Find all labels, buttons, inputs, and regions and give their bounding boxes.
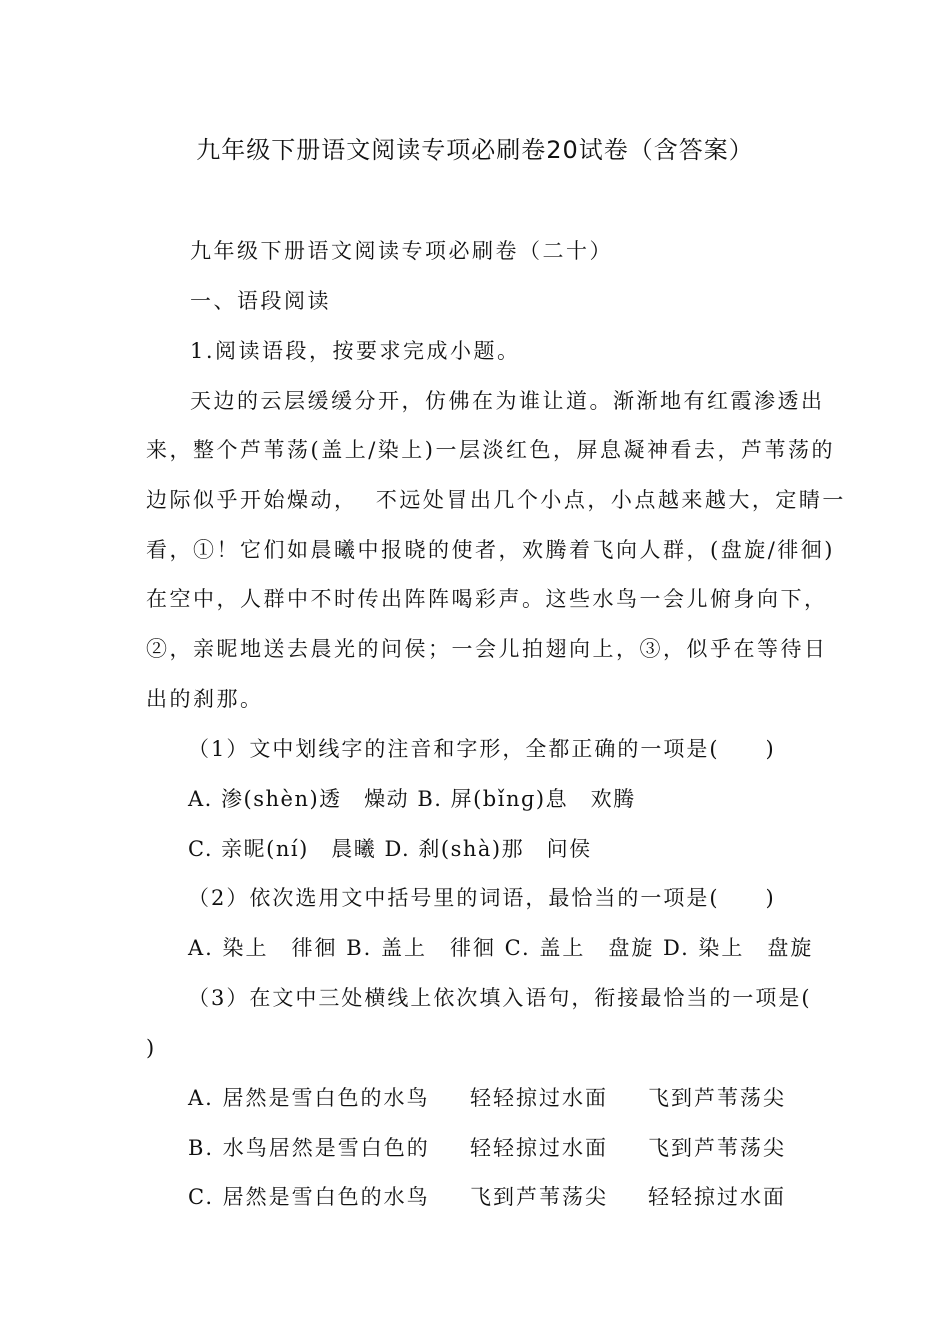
q3-option-c-second: 飞到芦苇荡尖 xyxy=(470,1185,608,1209)
q2-options: A. 染上 徘徊 B. 盖上 徘徊 C. 盖上 盘旋 D. 染上 盘旋 xyxy=(188,936,814,960)
q3-option-a-label: A. 居然是雪白色的水鸟 xyxy=(188,1086,430,1110)
q1-options-cd: C. 亲昵(ní) 晨曦 D. 刹(shà)那 问侯 xyxy=(188,837,592,861)
q1-stem: （1）文中划线字的注音和字形，全都正确的一项是( ) xyxy=(188,737,776,761)
q1-options-ab: A. 渗(shèn)透 燥动 B. 屏(bǐnɡ)息 欢腾 xyxy=(188,787,636,811)
exam-subtitle: 九年级下册语文阅读专项必刷卷（二十） xyxy=(190,239,613,263)
section-heading: 一、语段阅读 xyxy=(190,289,331,313)
q3-stem-continuation: ) xyxy=(146,1036,157,1060)
q3-option-c-label: C. 居然是雪白色的水鸟 xyxy=(188,1185,430,1209)
passage-line: 看，①！它们如晨曦中报晓的使者，欢腾着飞向人群，(盘旋/徘徊) xyxy=(146,538,835,562)
q3-option-b-third: 飞到芦苇荡尖 xyxy=(648,1136,786,1160)
passage-line: 出的刹那。 xyxy=(146,687,264,711)
passage-line: ②，亲昵地送去晨光的问侯；一会儿拍翅向上，③，似乎在等待日 xyxy=(146,637,828,661)
q3-option-a-third: 飞到芦苇荡尖 xyxy=(648,1086,786,1110)
q3-option-c-third: 轻轻掠过水面 xyxy=(648,1185,786,1209)
q3-stem: （3）在文中三处横线上依次填入语句，衔接最恰当的一项是( xyxy=(188,986,812,1010)
question-intro: 1.阅读语段，按要求完成小题。 xyxy=(190,339,521,363)
document-title: 九年级下册语文阅读专项必刷卷20试卷（含答案） xyxy=(196,136,754,164)
passage-line: 边际似乎开始燥动， 不远处冒出几个小点，小点越来越大，定睛一 xyxy=(146,488,846,512)
passage-line: 来，整个芦苇荡(盖上/染上)一层淡红色，屏息凝神看去，芦苇荡的 xyxy=(146,438,835,462)
q3-option-a-second: 轻轻掠过水面 xyxy=(470,1086,608,1110)
q2-stem: （2）依次选用文中括号里的词语，最恰当的一项是( ) xyxy=(188,886,776,910)
q3-option-b-label: B. 水鸟居然是雪白色的 xyxy=(188,1136,430,1160)
q3-option-c xyxy=(188,1182,786,1302)
passage-line: 在空中，人群中不时传出阵阵喝彩声。这些水鸟一会儿俯身向下， xyxy=(146,587,828,611)
passage-line: 天边的云层缓缓分开，仿佛在为谁让道。渐渐地有红霞渗透出 xyxy=(190,389,825,413)
q3-option-b-second: 轻轻掠过水面 xyxy=(470,1136,608,1160)
